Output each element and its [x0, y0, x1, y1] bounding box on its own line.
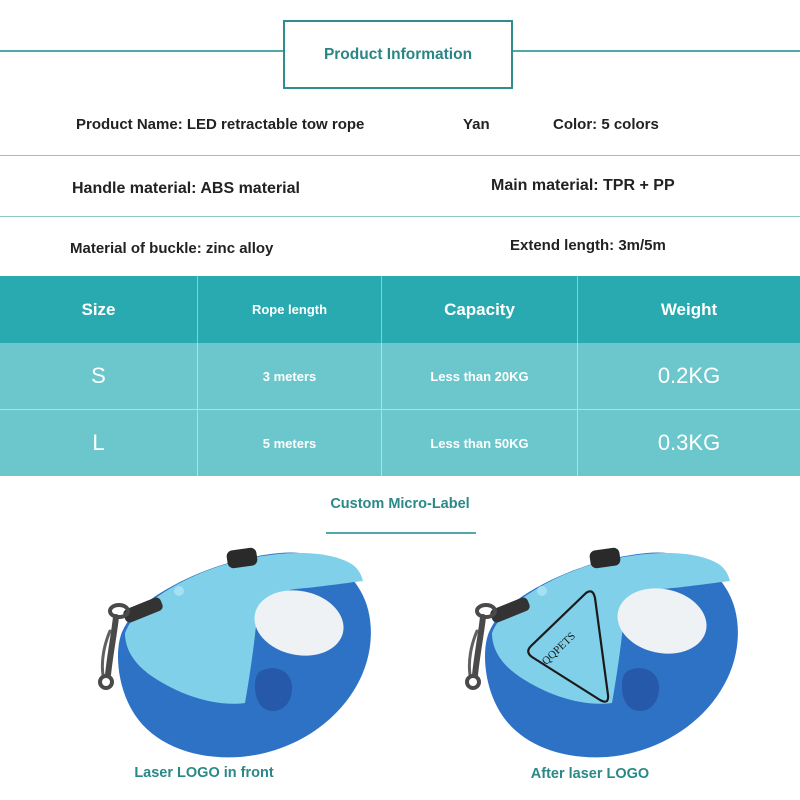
table-header-capacity: Capacity	[382, 276, 578, 343]
logo-text: QQPETS	[539, 630, 579, 668]
table-cell-size: S	[0, 343, 198, 409]
title-line-right	[512, 50, 800, 52]
micro-label-title: Custom Micro-Label	[330, 496, 470, 512]
handle-material: Handle material: ABS material	[72, 180, 300, 197]
leash-image-front	[95, 545, 375, 765]
caption-after-laser-logo: After laser LOGO	[530, 766, 650, 782]
table-cell-capacity: Less than 20KG	[382, 343, 578, 409]
leash-brake-pad	[622, 668, 659, 711]
table-cell-weight: 0.3KG	[657, 430, 721, 455]
table-cell-rope-length: 3 meters	[198, 343, 382, 409]
table-cell-capacity: Less than 50KG	[382, 410, 578, 476]
table-header-row	[0, 276, 800, 343]
table-cell-weight: 0.2KG	[657, 363, 721, 388]
table-row	[0, 410, 800, 476]
buckle-material: Material of buckle: zinc alloy	[70, 240, 274, 257]
spec-table	[0, 276, 800, 476]
divider-2	[0, 216, 800, 217]
leash-image-logo	[462, 545, 742, 765]
product-name: Product Name: LED retractable tow rope	[76, 116, 365, 133]
brand-name: Yan	[463, 116, 490, 133]
table-header-size: Size	[0, 276, 198, 343]
main-material: Main material: TPR + PP	[491, 177, 675, 194]
leash-indicator	[174, 586, 184, 596]
divider-1	[0, 155, 800, 156]
table-header-rope-length: Rope length	[198, 276, 382, 343]
leash-indicator	[537, 586, 547, 596]
table-row	[0, 343, 800, 410]
leash-brake-pad	[255, 668, 292, 711]
table-cell-size: L	[0, 410, 198, 476]
table-cell-rope-length: 5 meters	[198, 410, 382, 476]
page-title: Product Information	[323, 45, 473, 63]
micro-label-underline	[326, 532, 476, 534]
section-title-box	[283, 20, 513, 89]
title-line-left	[0, 50, 284, 52]
caption-laser-logo-front: Laser LOGO in front	[134, 765, 274, 781]
table-header-weight: Weight	[660, 299, 718, 319]
product-color: Color: 5 colors	[553, 116, 659, 133]
extend-length: Extend length: 3m/5m	[510, 237, 666, 254]
